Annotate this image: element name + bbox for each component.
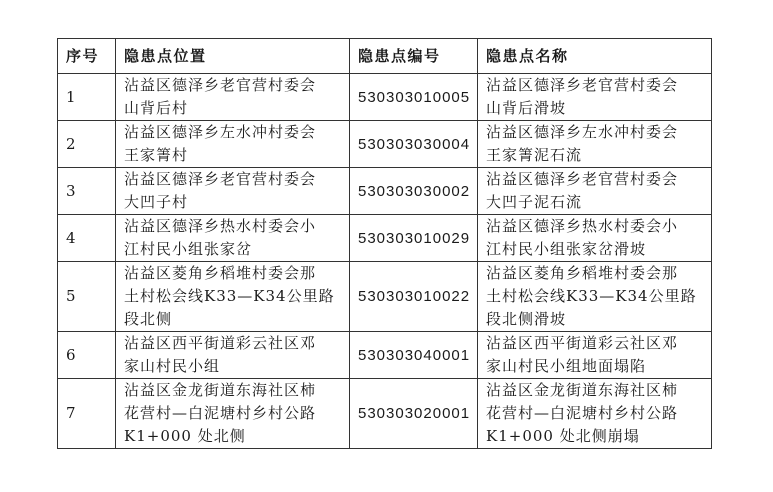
table-header-row	[58, 39, 712, 74]
cell-line: 沾益区菱角乡稻堆村委会那	[486, 264, 679, 282]
table-row	[58, 74, 712, 121]
cell-line: 沾益区德泽乡老官营村委会	[124, 76, 317, 94]
cell-name	[478, 379, 712, 449]
cell-location	[116, 215, 350, 262]
cell-location	[116, 332, 350, 379]
cell-line: 大凹子泥石流	[486, 193, 583, 211]
cell-line: 沾益区德泽乡热水村委会小	[124, 217, 317, 235]
cell-line: 段北侧滑坡	[486, 310, 567, 328]
cell-code: 530303040001	[350, 332, 478, 379]
cell-index: 7	[58, 379, 116, 449]
cell-line: 沾益区德泽乡左水冲村委会	[124, 123, 317, 141]
cell-location	[116, 74, 350, 121]
cell-line: 沾益区德泽乡老官营村委会	[124, 170, 317, 188]
cell-line: 王家箐村	[124, 146, 189, 164]
cell-line: 沾益区德泽乡左水冲村委会	[486, 123, 679, 141]
cell-name	[478, 215, 712, 262]
cell-index: 3	[58, 168, 116, 215]
cell-line: 沾益区德泽乡热水村委会小	[486, 217, 679, 235]
cell-line: K1+000 处北侧崩塌	[486, 427, 640, 445]
cell-line: 段北侧	[124, 310, 173, 328]
header-code: 隐患点编号	[350, 39, 478, 74]
cell-name	[478, 262, 712, 332]
cell-location	[116, 168, 350, 215]
cell-line: 沾益区德泽乡老官营村委会	[486, 170, 679, 188]
cell-line: 沾益区菱角乡稻堆村委会那	[124, 264, 317, 282]
table-row	[58, 215, 712, 262]
cell-location	[116, 121, 350, 168]
cell-line: 土村松会线K33—K34公里路	[486, 287, 697, 305]
cell-name	[478, 332, 712, 379]
cell-code: 530303030002	[350, 168, 478, 215]
cell-line: 沾益区西平街道彩云社区邓	[486, 334, 679, 352]
table-row	[58, 379, 712, 449]
table-row	[58, 262, 712, 332]
cell-line: 沾益区金龙街道东海社区柿	[124, 381, 317, 399]
table-row	[58, 332, 712, 379]
cell-line: 大凹子村	[124, 193, 189, 211]
hazard-points-table	[57, 38, 712, 449]
cell-name	[478, 121, 712, 168]
cell-location	[116, 379, 350, 449]
cell-line: 沾益区金龙街道东海社区柿	[486, 381, 679, 399]
cell-line: 花营村—白泥塘村乡村公路	[486, 404, 679, 422]
cell-location	[116, 262, 350, 332]
cell-index: 4	[58, 215, 116, 262]
cell-code: 530303030004	[350, 121, 478, 168]
cell-index: 6	[58, 332, 116, 379]
cell-index: 1	[58, 74, 116, 121]
cell-line: 土村松会线K33—K34公里路	[124, 287, 335, 305]
cell-line: 江村民小组张家岔	[124, 240, 253, 258]
cell-line: 家山村民小组地面塌陷	[486, 357, 647, 375]
cell-line: 山背后村	[124, 99, 189, 117]
cell-name	[478, 168, 712, 215]
cell-code: 530303010029	[350, 215, 478, 262]
cell-code: 530303010022	[350, 262, 478, 332]
cell-index: 5	[58, 262, 116, 332]
cell-code: 530303020001	[350, 379, 478, 449]
cell-line: 花营村—白泥塘村乡村公路	[124, 404, 317, 422]
header-location: 隐患点位置	[116, 39, 350, 74]
cell-name	[478, 74, 712, 121]
cell-line: 沾益区西平街道彩云社区邓	[124, 334, 317, 352]
cell-line: 家山村民小组	[124, 357, 221, 375]
cell-line: 沾益区德泽乡老官营村委会	[486, 76, 679, 94]
table-row	[58, 168, 712, 215]
header-index: 序号	[58, 39, 116, 74]
cell-line: 江村民小组张家岔滑坡	[486, 240, 647, 258]
cell-code: 530303010005	[350, 74, 478, 121]
cell-line: 王家箐泥石流	[486, 146, 583, 164]
cell-line: 山背后滑坡	[486, 99, 567, 117]
cell-line: K1+000 处北侧	[124, 427, 246, 445]
cell-index: 2	[58, 121, 116, 168]
header-name: 隐患点名称	[478, 39, 712, 74]
table-row	[58, 121, 712, 168]
